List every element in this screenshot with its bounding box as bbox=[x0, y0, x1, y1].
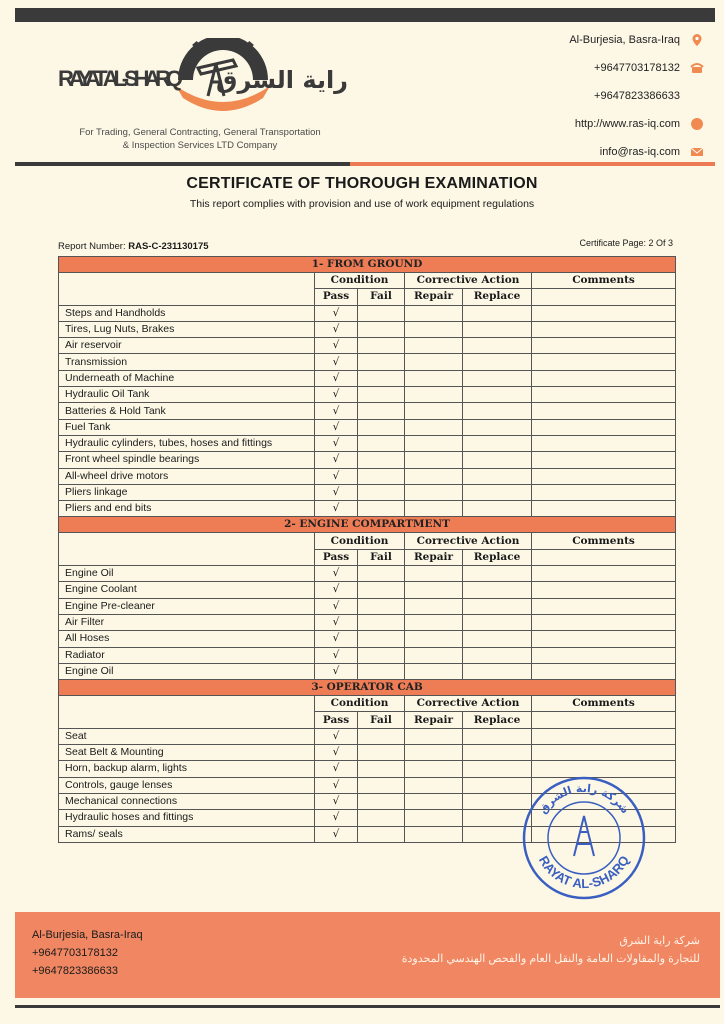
repair-cell bbox=[405, 484, 463, 500]
pass-cell: √ bbox=[315, 566, 358, 582]
item-name: Seat Belt & Mounting bbox=[59, 745, 315, 761]
item-header bbox=[59, 696, 315, 729]
replace-header: Replace bbox=[463, 289, 532, 305]
pass-cell: √ bbox=[315, 728, 358, 744]
table-row bbox=[59, 419, 676, 435]
repair-cell bbox=[405, 321, 463, 337]
document-subtitle: This report complies with provision and use of work equipment regulations bbox=[189, 198, 535, 210]
fail-cell bbox=[358, 435, 405, 451]
item-name: Engine Pre-cleaner bbox=[59, 598, 315, 614]
repair-header: Repair bbox=[405, 549, 463, 565]
replace-cell bbox=[463, 403, 532, 419]
replace-cell bbox=[463, 305, 532, 321]
globe-icon bbox=[690, 117, 704, 131]
fail-cell bbox=[358, 403, 405, 419]
table-row bbox=[59, 631, 676, 647]
item-name: Engine Coolant bbox=[59, 582, 315, 598]
bottom-bar bbox=[15, 1005, 720, 1008]
pass-cell: √ bbox=[315, 452, 358, 468]
replace-cell bbox=[463, 370, 532, 386]
repair-cell bbox=[405, 370, 463, 386]
replace-cell bbox=[463, 435, 532, 451]
pass-cell: √ bbox=[315, 745, 358, 761]
comments-cell bbox=[532, 745, 676, 761]
section-header bbox=[59, 517, 676, 533]
table-row bbox=[59, 435, 676, 451]
fail-cell bbox=[358, 321, 405, 337]
repair-cell bbox=[405, 305, 463, 321]
fail-cell bbox=[358, 728, 405, 744]
column-header-row bbox=[59, 533, 676, 549]
item-name: Batteries & Hold Tank bbox=[59, 403, 315, 419]
replace-cell bbox=[463, 663, 532, 679]
separator-orange bbox=[350, 162, 715, 166]
comments-header: Comments bbox=[532, 273, 676, 289]
pass-cell: √ bbox=[315, 598, 358, 614]
item-name: Controls, gauge lenses bbox=[59, 777, 315, 793]
replace-cell bbox=[463, 338, 532, 354]
fail-cell bbox=[358, 354, 405, 370]
table-row bbox=[59, 647, 676, 663]
item-name: Engine Oil bbox=[59, 663, 315, 679]
fail-cell bbox=[358, 631, 405, 647]
comments-cell bbox=[532, 468, 676, 484]
replace-header: Replace bbox=[463, 549, 532, 565]
fail-cell bbox=[358, 582, 405, 598]
report-number: Report Number: RAS-C-231130175 bbox=[58, 241, 209, 252]
pass-cell: √ bbox=[315, 582, 358, 598]
comments-cell bbox=[532, 663, 676, 679]
fail-cell bbox=[358, 647, 405, 663]
comments-cell bbox=[532, 647, 676, 663]
replace-cell bbox=[463, 452, 532, 468]
replace-header: Replace bbox=[463, 712, 532, 728]
table-row bbox=[59, 370, 676, 386]
repair-cell bbox=[405, 728, 463, 744]
company-stamp bbox=[520, 774, 648, 902]
replace-cell bbox=[463, 387, 532, 403]
fail-cell bbox=[358, 598, 405, 614]
item-header bbox=[59, 273, 315, 306]
pass-cell: √ bbox=[315, 403, 358, 419]
section-title: 1- FROM GROUND bbox=[59, 257, 676, 273]
repair-cell bbox=[405, 663, 463, 679]
repair-cell bbox=[405, 777, 463, 793]
fail-cell bbox=[358, 663, 405, 679]
fail-cell bbox=[358, 305, 405, 321]
table-row bbox=[59, 663, 676, 679]
table-row bbox=[59, 484, 676, 500]
pass-cell: √ bbox=[315, 370, 358, 386]
item-name: Steps and Handholds bbox=[59, 305, 315, 321]
item-name: All-wheel drive motors bbox=[59, 468, 315, 484]
fail-cell bbox=[358, 338, 405, 354]
repair-cell bbox=[405, 631, 463, 647]
repair-cell bbox=[405, 761, 463, 777]
fail-cell bbox=[358, 777, 405, 793]
footer bbox=[15, 912, 720, 998]
pass-cell: √ bbox=[315, 501, 358, 517]
pass-cell: √ bbox=[315, 826, 358, 842]
comments-header: Comments bbox=[532, 533, 676, 549]
replace-cell bbox=[463, 582, 532, 598]
pass-cell: √ bbox=[315, 663, 358, 679]
item-name: Front wheel spindle bearings bbox=[59, 452, 315, 468]
fail-cell bbox=[358, 484, 405, 500]
section-title: 2- ENGINE COMPARTMENT bbox=[59, 517, 676, 533]
replace-cell bbox=[463, 598, 532, 614]
comments-cell bbox=[532, 354, 676, 370]
comments-cell bbox=[532, 452, 676, 468]
table-row bbox=[59, 354, 676, 370]
table-row bbox=[59, 745, 676, 761]
pass-cell: √ bbox=[315, 777, 358, 793]
inspection-table bbox=[58, 256, 676, 843]
footer-arabic: شركة راية الشرق للتجارة والمقاولات العامة والنقل العام والفحص الهندسي المحدودة bbox=[401, 935, 700, 965]
item-name: Air Filter bbox=[59, 614, 315, 630]
item-name: Underneath of Machine bbox=[59, 370, 315, 386]
repair-cell bbox=[405, 582, 463, 598]
fail-cell bbox=[358, 793, 405, 809]
comments-subheader bbox=[532, 549, 676, 565]
condition-header: Condition bbox=[315, 273, 405, 289]
repair-cell bbox=[405, 354, 463, 370]
fail-cell bbox=[358, 452, 405, 468]
comments-cell bbox=[532, 403, 676, 419]
repair-cell bbox=[405, 598, 463, 614]
top-bar bbox=[15, 8, 715, 22]
replace-cell bbox=[463, 566, 532, 582]
pass-cell: √ bbox=[315, 614, 358, 630]
comments-cell bbox=[532, 387, 676, 403]
table-row bbox=[59, 403, 676, 419]
replace-cell bbox=[463, 631, 532, 647]
repair-cell bbox=[405, 387, 463, 403]
pass-cell: √ bbox=[315, 419, 358, 435]
item-name: Hydraulic cylinders, tubes, hoses and fittings bbox=[59, 435, 315, 451]
table-row bbox=[59, 387, 676, 403]
contact-phone1: +9647703178132 bbox=[484, 54, 704, 82]
repair-header: Repair bbox=[405, 712, 463, 728]
fail-header: Fail bbox=[358, 712, 405, 728]
corrective-header: Corrective Action bbox=[405, 696, 532, 712]
table-row bbox=[59, 305, 676, 321]
repair-header: Repair bbox=[405, 289, 463, 305]
svg-text:RAYAT AL-SHARQ: RAYAT AL-SHARQ bbox=[535, 853, 633, 892]
column-header-row bbox=[59, 273, 676, 289]
item-name: Pliers linkage bbox=[59, 484, 315, 500]
replace-cell bbox=[463, 614, 532, 630]
comments-cell bbox=[532, 338, 676, 354]
item-name: Radiator bbox=[59, 647, 315, 663]
item-name: All Hoses bbox=[59, 631, 315, 647]
item-name: Horn, backup alarm, lights bbox=[59, 761, 315, 777]
replace-cell bbox=[463, 484, 532, 500]
item-name: Air reservoir bbox=[59, 338, 315, 354]
certificate-page: Certificate Page: 2 Of 3 bbox=[579, 238, 673, 248]
pass-cell: √ bbox=[315, 387, 358, 403]
table-row bbox=[59, 501, 676, 517]
item-name: Fuel Tank bbox=[59, 419, 315, 435]
repair-cell bbox=[405, 452, 463, 468]
fail-header: Fail bbox=[358, 289, 405, 305]
fail-header: Fail bbox=[358, 549, 405, 565]
pass-header: Pass bbox=[315, 549, 358, 565]
svg-text:راية الشرق: راية الشرق bbox=[215, 66, 348, 94]
contact-phone2: +9647823386633 bbox=[594, 90, 680, 102]
replace-cell bbox=[463, 647, 532, 663]
table-row bbox=[59, 338, 676, 354]
fail-cell bbox=[358, 614, 405, 630]
contact-email[interactable]: info@ras-iq.com bbox=[484, 138, 704, 166]
repair-cell bbox=[405, 419, 463, 435]
pass-cell: √ bbox=[315, 354, 358, 370]
document-title: CERTIFICATE OF THOROUGH EXAMINATION bbox=[186, 175, 538, 192]
repair-cell bbox=[405, 501, 463, 517]
comments-cell bbox=[532, 305, 676, 321]
pass-cell: √ bbox=[315, 647, 358, 663]
fail-cell bbox=[358, 810, 405, 826]
phone-icon bbox=[690, 61, 704, 75]
pass-cell: √ bbox=[315, 305, 358, 321]
envelope-icon bbox=[690, 145, 704, 159]
replace-cell bbox=[463, 728, 532, 744]
condition-header: Condition bbox=[315, 533, 405, 549]
replace-cell bbox=[463, 501, 532, 517]
repair-cell bbox=[405, 403, 463, 419]
replace-cell bbox=[463, 321, 532, 337]
separator-dark bbox=[15, 162, 350, 166]
table-row bbox=[59, 728, 676, 744]
repair-cell bbox=[405, 810, 463, 826]
repair-cell bbox=[405, 468, 463, 484]
comments-cell bbox=[532, 728, 676, 744]
pass-cell: √ bbox=[315, 484, 358, 500]
replace-cell bbox=[463, 419, 532, 435]
comments-cell bbox=[532, 419, 676, 435]
comments-subheader bbox=[532, 712, 676, 728]
repair-cell bbox=[405, 745, 463, 761]
section-header bbox=[59, 680, 676, 696]
comments-subheader bbox=[532, 289, 676, 305]
pass-header: Pass bbox=[315, 289, 358, 305]
replace-cell bbox=[463, 745, 532, 761]
comments-cell bbox=[532, 582, 676, 598]
pass-cell: √ bbox=[315, 631, 358, 647]
pass-cell: √ bbox=[315, 793, 358, 809]
table-row bbox=[59, 468, 676, 484]
pass-header: Pass bbox=[315, 712, 358, 728]
fail-cell bbox=[358, 468, 405, 484]
table-row bbox=[59, 566, 676, 582]
table-row bbox=[59, 598, 676, 614]
item-header bbox=[59, 533, 315, 566]
table-row bbox=[59, 452, 676, 468]
repair-cell bbox=[405, 826, 463, 842]
contact-block bbox=[484, 26, 704, 166]
pass-cell: √ bbox=[315, 810, 358, 826]
svg-text:RAYAT AL-SHARQ: RAYAT AL-SHARQ bbox=[58, 66, 183, 91]
repair-cell bbox=[405, 793, 463, 809]
repair-cell bbox=[405, 566, 463, 582]
item-name: Hydraulic hoses and fittings bbox=[59, 810, 315, 826]
fail-cell bbox=[358, 387, 405, 403]
table-row bbox=[59, 582, 676, 598]
pass-cell: √ bbox=[315, 321, 358, 337]
item-name: Hydraulic Oil Tank bbox=[59, 387, 315, 403]
comments-cell bbox=[532, 501, 676, 517]
comments-header: Comments bbox=[532, 696, 676, 712]
svg-text:شركة راية الشرق: شركة راية الشرق bbox=[536, 781, 632, 817]
repair-cell bbox=[405, 614, 463, 630]
item-name: Engine Oil bbox=[59, 566, 315, 582]
fail-cell bbox=[358, 419, 405, 435]
item-name: Seat bbox=[59, 728, 315, 744]
item-name: Transmission bbox=[59, 354, 315, 370]
item-name: Rams/ seals bbox=[59, 826, 315, 842]
comments-cell bbox=[532, 631, 676, 647]
pass-cell: √ bbox=[315, 435, 358, 451]
replace-cell bbox=[463, 354, 532, 370]
fail-cell bbox=[358, 745, 405, 761]
table-row bbox=[59, 321, 676, 337]
repair-cell bbox=[405, 338, 463, 354]
fail-cell bbox=[358, 370, 405, 386]
contact-website[interactable]: http://www.ras-iq.com bbox=[484, 110, 704, 138]
comments-cell bbox=[532, 614, 676, 630]
replace-cell bbox=[463, 468, 532, 484]
table-row bbox=[59, 614, 676, 630]
item-name: Mechanical connections bbox=[59, 793, 315, 809]
pass-cell: √ bbox=[315, 761, 358, 777]
section-header bbox=[59, 257, 676, 273]
repair-cell bbox=[405, 647, 463, 663]
column-header-row bbox=[59, 696, 676, 712]
stamp-rig-icon bbox=[574, 816, 594, 856]
item-name: Pliers and end bits bbox=[59, 501, 315, 517]
location-pin-icon bbox=[690, 33, 704, 47]
repair-cell bbox=[405, 435, 463, 451]
comments-cell bbox=[532, 321, 676, 337]
fail-cell bbox=[358, 501, 405, 517]
pass-cell: √ bbox=[315, 338, 358, 354]
comments-cell bbox=[532, 484, 676, 500]
comments-cell bbox=[532, 435, 676, 451]
condition-header: Condition bbox=[315, 696, 405, 712]
comments-cell bbox=[532, 370, 676, 386]
item-name: Tires, Lug Nuts, Brakes bbox=[59, 321, 315, 337]
footer-contact: Al-Burjesia, Basra-Iraq +9647703178132 +9647823386633 bbox=[32, 929, 143, 977]
comments-cell bbox=[532, 598, 676, 614]
company-logo bbox=[58, 38, 358, 118]
pass-cell: √ bbox=[315, 468, 358, 484]
corrective-header: Corrective Action bbox=[405, 273, 532, 289]
company-tagline: For Trading, General Contracting, General Transportation & Inspection Services LTD Company bbox=[79, 127, 321, 151]
fail-cell bbox=[358, 566, 405, 582]
corrective-header: Corrective Action bbox=[405, 533, 532, 549]
contact-address: Al-Burjesia, Basra-Iraq bbox=[484, 26, 704, 54]
fail-cell bbox=[358, 826, 405, 842]
comments-cell bbox=[532, 566, 676, 582]
fail-cell bbox=[358, 761, 405, 777]
section-title: 3- OPERATOR CAB bbox=[59, 680, 676, 696]
